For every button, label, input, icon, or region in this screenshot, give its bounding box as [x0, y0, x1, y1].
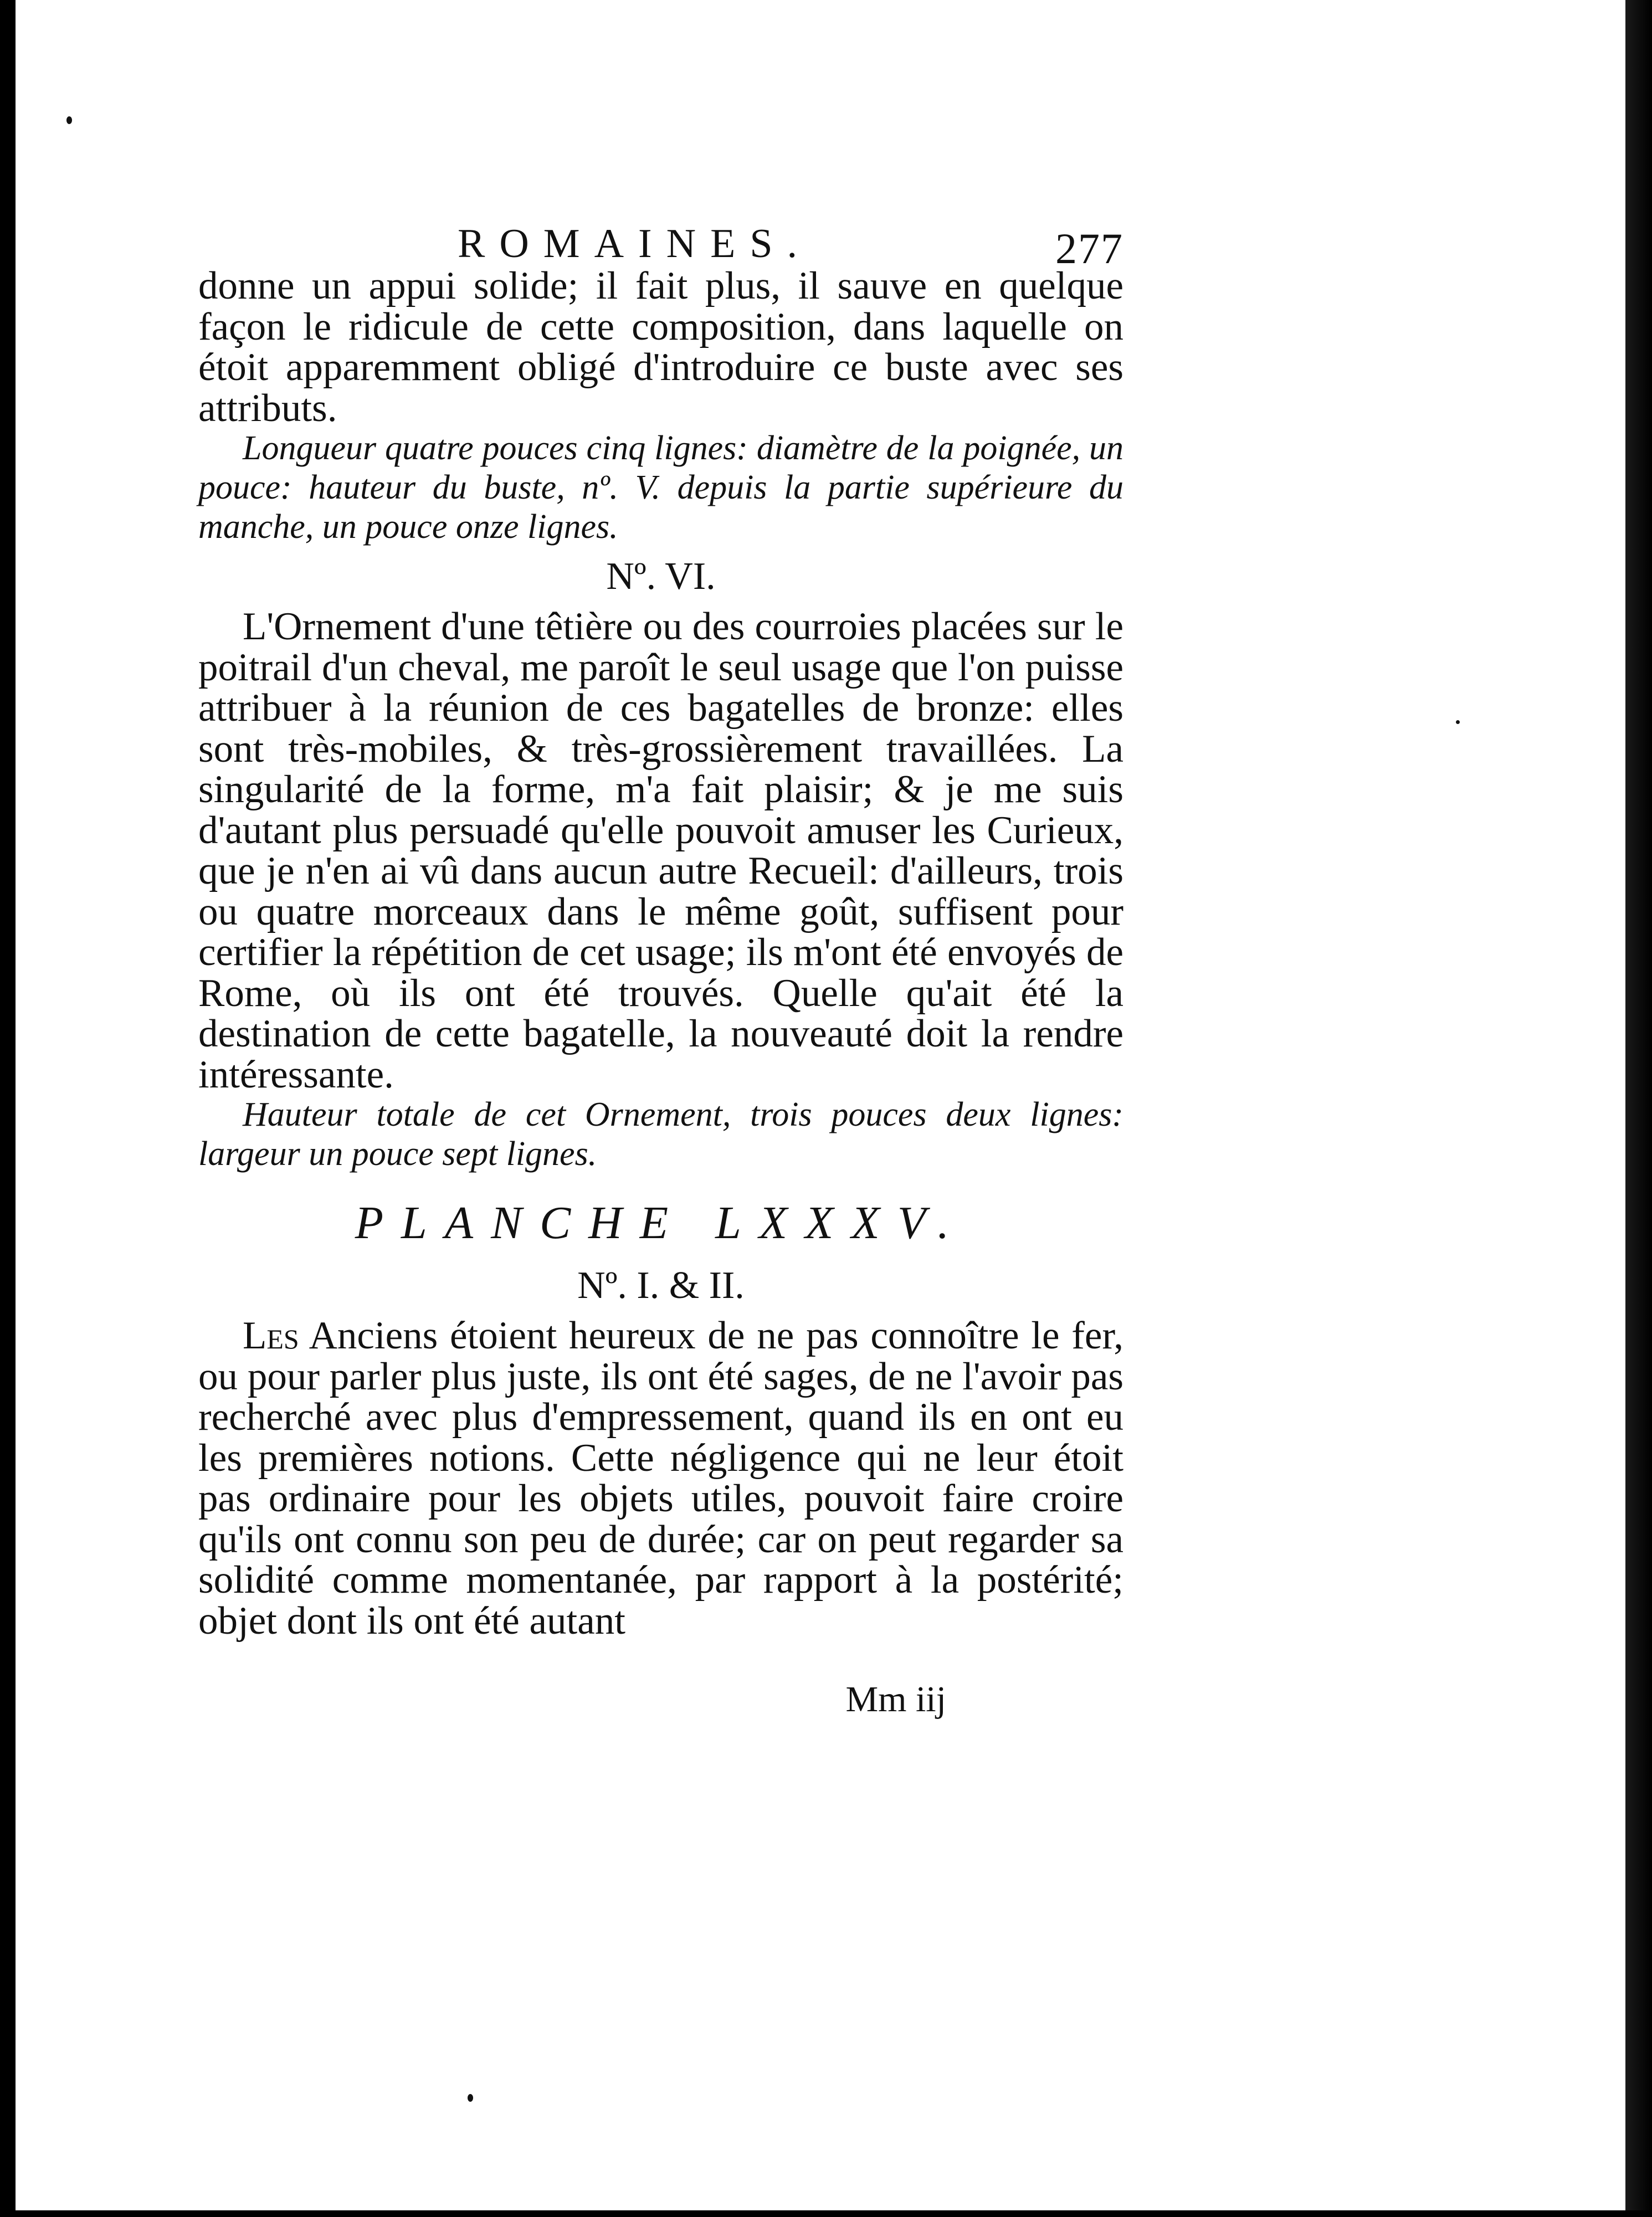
section-heading-i-ii: Nº. I. & II. — [577, 1264, 745, 1307]
body-text — [198, 266, 1123, 1641]
dimensions-note-vi: Hauteur totale de cet Ornement, trois pouces deux lignes: largeur un pouce sept lignes. — [198, 1096, 1123, 1173]
scan-bottom-edge — [0, 2210, 1652, 2217]
paragraph-i-ii — [198, 1316, 1123, 1641]
dimensions-note-1: Longueur quatre pouces cinq lignes: diamètre de la poignée, un pouce: hauteur du buste, nº. V. depuis la partie supérieure du manche, un pouce onze lignes. — [198, 429, 1123, 546]
ink-speck — [1456, 720, 1460, 724]
paragraph-i-ii-text: Anciens étoient heureux de ne pas connoître le fer, ou pour parler plus juste, ils ont été sages, de ne l'avoir pas recherché avec plus d'empressement, quand ils en ont eu les premières notions. Cette négligence qui ne leur étoit pas ordinaire pour les objets utiles, pouvoit faire croire qu'ils ont connu son peu de durée; car on peut regarder sa solidité comme momentanée, par rapport à la postérité; objet dont ils ont été autant — [198, 1314, 1123, 1643]
paragraph-continuation: donne un appui solide; il fait plus, il sauve en quelque façon le ridicule de cette composition, dans laquelle on étoit apparemment obligé d'introduire ce buste avec ses attributs. — [198, 264, 1123, 430]
paragraph-lead-word: Les — [243, 1314, 299, 1357]
book-page — [16, 0, 1625, 2210]
scan-right-edge — [1625, 0, 1652, 2217]
page-number: 277 — [1055, 224, 1123, 273]
ink-speck — [66, 116, 72, 124]
running-head: ROMAINES. — [458, 221, 812, 266]
catchword: Mm iij — [845, 1679, 946, 1720]
scan-left-border — [0, 0, 16, 2217]
section-heading-vi: Nº. VI. — [606, 555, 716, 598]
paragraph-vi: L'Ornement d'une têtière ou des courroies placées sur le poitrail d'un cheval, me paroît le seul usage que l'on puisse attribuer à la réunion de ces bagatelles de bronze: elles sont très-mobiles, & très-grossièrement travaillées. La singularité de la forme, m'a fait plaisir; & je me suis d'autant plus persuadé qu'elle pouvoit amuser les Curieux, que je n'en ai vû dans aucun autre Recueil: d'ailleurs, trois ou quatre morceaux dans le même goût, suffisent pour certifier la répétition de cet usage; ils m'ont été envoyés de Rome, où ils ont été trouvés. Quelle qu'ait été la destination de cette bagatelle, la nouveauté doit la rendre intéressante. — [198, 605, 1123, 1096]
ink-speck — [468, 2094, 473, 2102]
plate-title: PLANCHE LXXXV. — [355, 1197, 967, 1249]
